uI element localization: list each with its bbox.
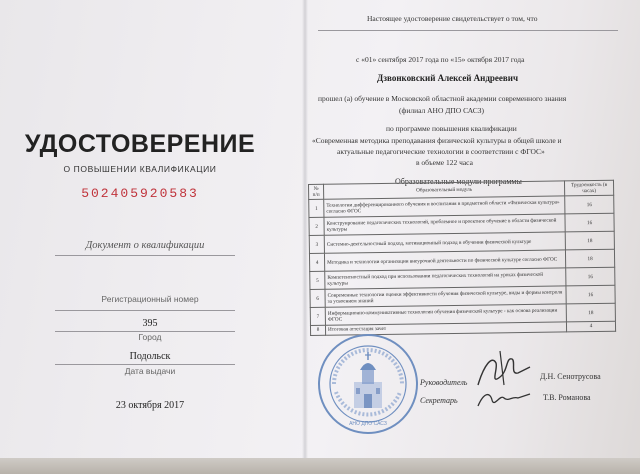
module-hours: 18 <box>565 250 614 269</box>
program-line-1: «Современная методика преподавания физической культуры в общей школе и <box>312 136 562 145</box>
secretary-label: Секретарь <box>420 396 458 405</box>
column-header-module: Образовательный модуль <box>324 181 565 200</box>
program-line-2: актуальные педагогические технологии в соответствии с ФГОС» <box>337 147 545 156</box>
intro-text: Настоящее удостоверение свидетельствует о том, что <box>367 14 538 23</box>
modules-table <box>308 180 616 336</box>
row-number: 2 <box>309 218 324 236</box>
city-value: Подольск <box>129 351 171 362</box>
modules-table-title: Образовательные модули программы <box>395 177 522 186</box>
row-number: 4 <box>309 254 324 272</box>
study-period: с «01» сентября 2017 года по «15» октября 2017 года <box>356 55 525 64</box>
module-hours: 16 <box>566 268 615 287</box>
seal-caption: АНО ДПО САСЗ <box>349 421 387 427</box>
module-name: Информационно-коммуникативные технологии обучения физической культуре - как основа реализации ФГОС <box>325 304 566 325</box>
program-hours: в объеме 122 часа <box>416 158 473 167</box>
row-number: 1 <box>309 200 324 218</box>
module-name: Итоговая аттестация зачет <box>325 322 566 335</box>
module-name: Технологии дифференцированного обучения и воспитания в предметной области «Физическая культура» согласно ФГОС <box>324 196 565 217</box>
document-type: Документ о квалификации <box>85 240 205 251</box>
module-hours: 4 <box>566 322 615 332</box>
column-header-hours: Трудоемкость (в часах) <box>564 180 613 196</box>
row-number: 6 <box>310 290 325 308</box>
module-name: Методика и технологии организации внеурочной деятельности по физической культуре согласно ФГОС <box>324 250 565 271</box>
issue-date-value: 23 октября 2017 <box>115 400 185 411</box>
module-hours: 16 <box>565 196 614 215</box>
program-label: по программе повышения квалификации <box>386 124 517 133</box>
row-number: 5 <box>310 272 325 290</box>
row-number: 8 <box>310 326 325 335</box>
secretary-name: Т.В. Романова <box>543 393 591 402</box>
table-surface <box>0 458 640 474</box>
study-line-2: (филиал АНО ДПО САСЗ) <box>399 106 485 115</box>
city-label: Город <box>138 332 162 342</box>
certificate-title: УДОСТОВЕРЕНИЕ <box>24 130 256 158</box>
module-name: Системно-деятельностный подход, мотивационный подход в обучении физической культуре <box>324 232 565 253</box>
divider-line <box>55 364 235 365</box>
full-name: Дзвонковский Алексей Андреевич <box>377 73 519 83</box>
signature-icon <box>474 386 534 414</box>
module-name: Компетентностный подход при использовании педагогических технологий на уроках физической культуры <box>325 268 566 289</box>
divider-line <box>55 255 235 256</box>
registration-label: Регистрационный номер <box>101 294 199 304</box>
study-line-1: прошел (а) обучение в Московской областной академии современного знания <box>318 94 567 103</box>
row-number: 3 <box>309 236 324 254</box>
director-name: Д.Н. Сенотрусова <box>540 372 601 381</box>
module-hours: 16 <box>566 286 615 305</box>
module-hours: 18 <box>565 232 614 251</box>
official-seal-icon <box>316 332 420 436</box>
row-number: 7 <box>310 308 325 326</box>
issue-date-label: Дата выдачи <box>124 366 176 376</box>
page-fold <box>302 0 308 474</box>
certificate-subtitle: О ПОВЫШЕНИИ КВАЛИФИКАЦИИ <box>63 164 217 174</box>
registration-number: 395 <box>142 318 158 329</box>
divider-line <box>55 310 235 311</box>
module-name: Современные технологии оценки эффективности обучения физической культуре, виды и формы контроля за усвоением знаний <box>325 286 566 307</box>
module-hours: 18 <box>566 304 615 323</box>
director-label: Руководитель <box>420 378 468 387</box>
column-header-number: № п/п <box>309 184 324 200</box>
module-name: Конструирование педагогических технологий, проблемное и проектное обучение в области физической культуры <box>324 214 565 235</box>
module-hours: 16 <box>565 214 614 233</box>
certificate-number: 502405920583 <box>81 186 199 201</box>
divider-line <box>318 30 618 31</box>
